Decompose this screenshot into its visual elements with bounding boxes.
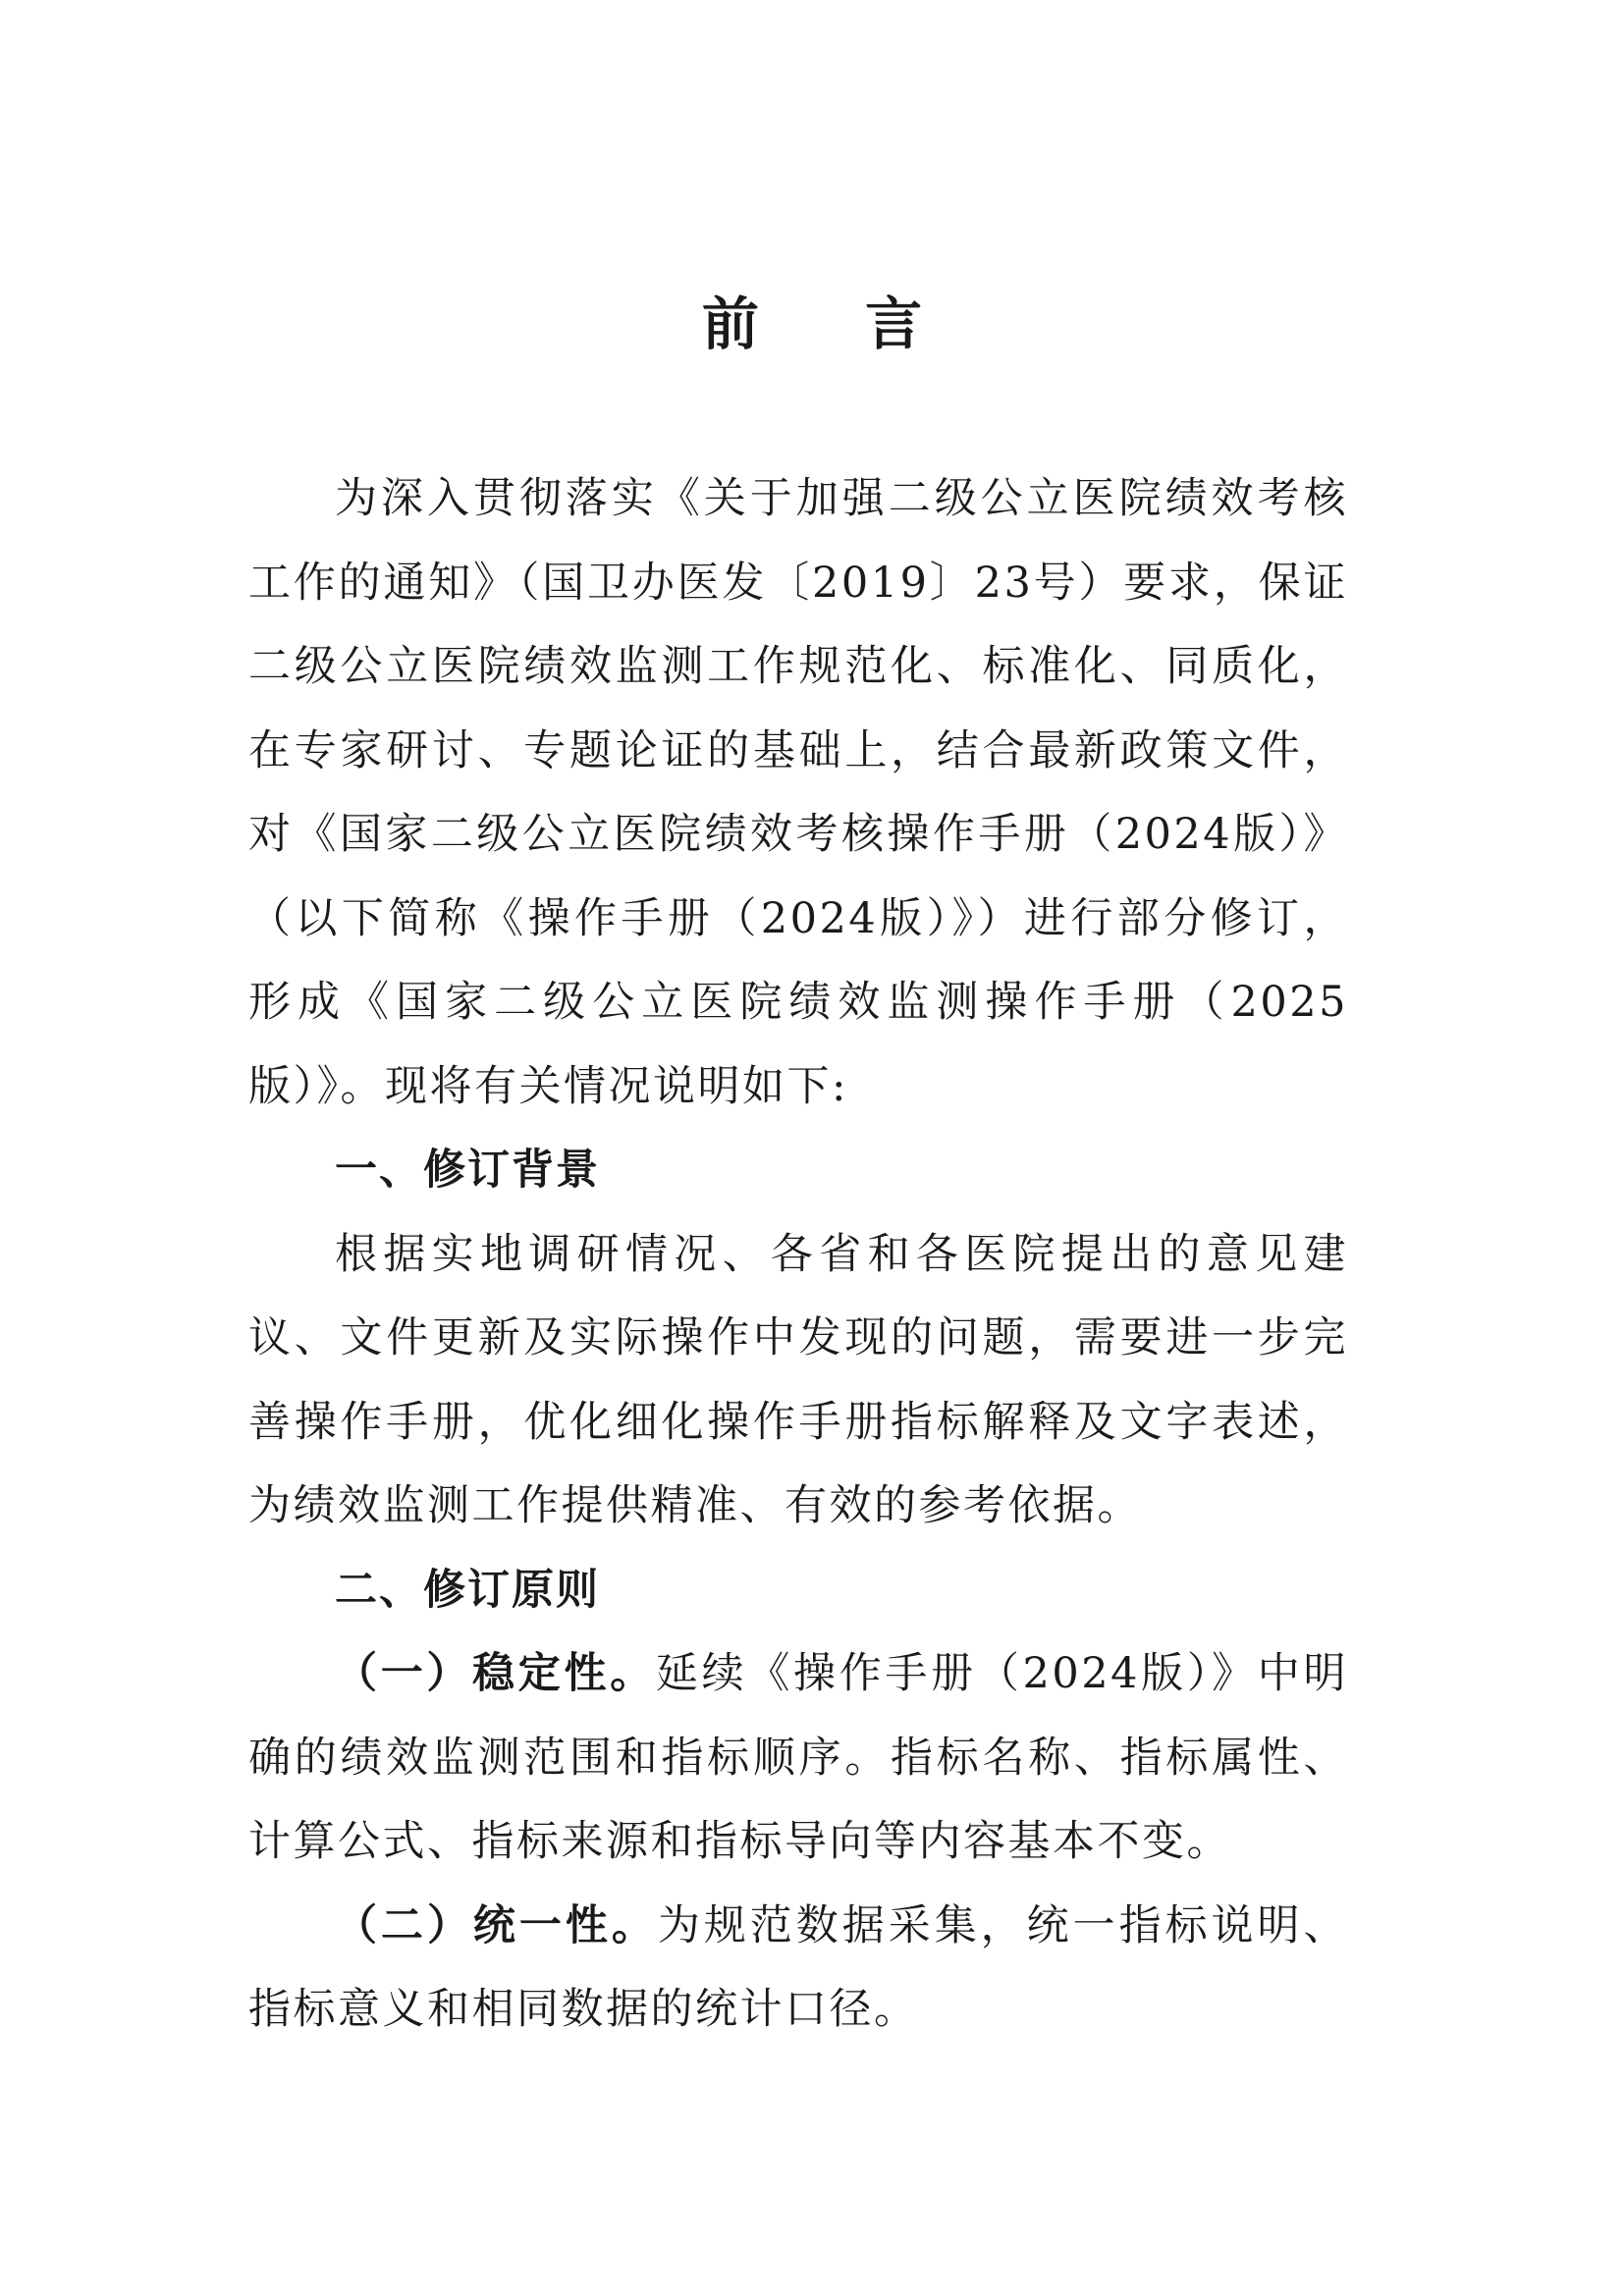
section-heading-principles: 二、修订原则 bbox=[335, 1565, 600, 1615]
intro-paragraph: 为深入贯彻落实《关于加强二级公立医院绩效考核工作的通知》（国卫办医发〔2019〕23号）要求，保证二级公立医院绩效监测工作规范化、标准化、同质化，在专家研讨、专题论证的基础上，结合最新政策文件，对《国家二级公立医院绩效考核操作手册（2024版）》（以下简称《操作手册（2024版）》）进行部分修订，形成《国家二级公立医院绩效监测操作手册（2025版）》。现将有关情况说明如下: bbox=[248, 474, 1348, 1111]
principle-stability-text: 延续《操作手册（2024版）》中明确的绩效监测范围和指标顺序。指标名称、指标属性、计算公式、指标来源和指标导向等内容基本不变。 bbox=[248, 1649, 1348, 1866]
principle-uniformity-text: 为规范数据采集，统一指标说明、指标意义和相同数据的统计口径。 bbox=[248, 1900, 1349, 2034]
page-title: 前 言 bbox=[701, 291, 966, 357]
principle-uniformity-paragraph bbox=[248, 1885, 1348, 2053]
principle-stability-lead: （一）稳定性。 bbox=[335, 1649, 656, 1698]
section-heading-background: 一、修订背景 bbox=[335, 1146, 600, 1195]
principle-uniformity-lead: （二）统一性。 bbox=[335, 1900, 658, 1950]
document-body bbox=[248, 457, 1348, 2053]
background-paragraph: 根据实地调研情况、各省和各医院提出的意见建议、文件更新及实际操作中发现的问题，需要进一步完善操作手册，优化细化操作手册指标解释及文字表述，为绩效监测工作提供精准、有效的参考依据。 bbox=[248, 1229, 1348, 1530]
principle-stability-paragraph bbox=[248, 1632, 1348, 1885]
